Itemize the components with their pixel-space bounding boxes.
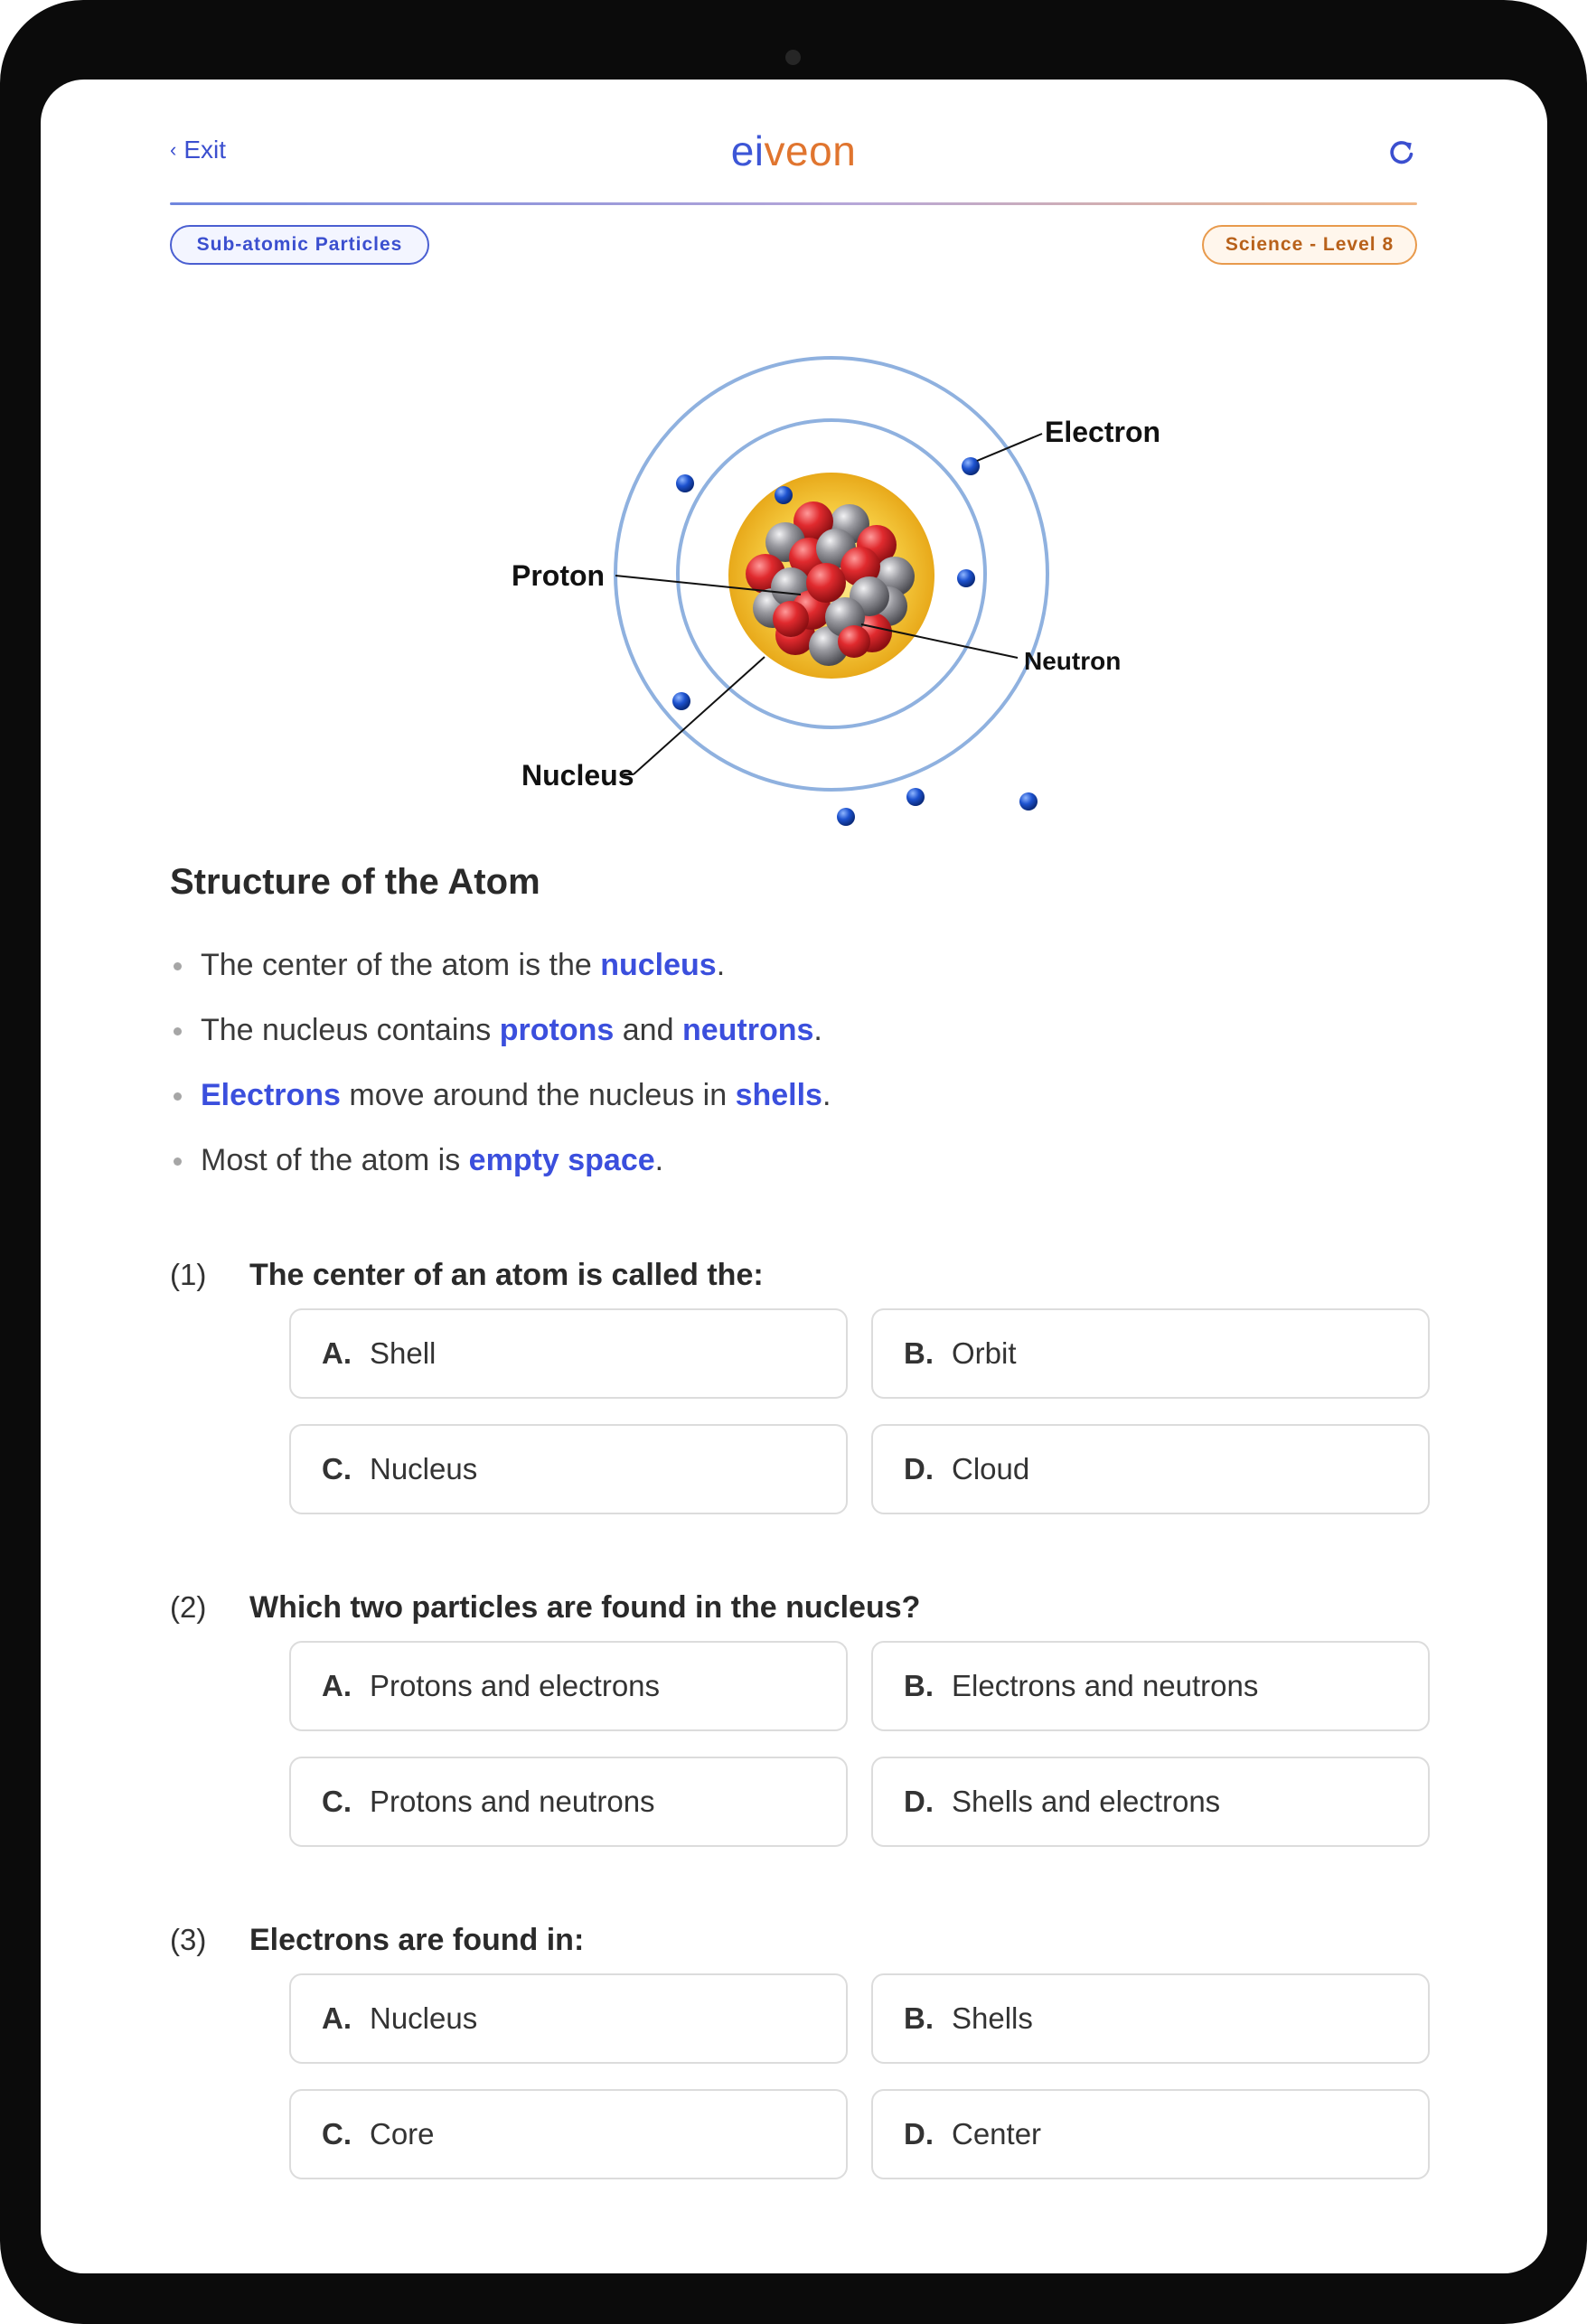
bullet-text: and [614, 1013, 682, 1047]
answer-option-d[interactable] [871, 1424, 1430, 1514]
question-text: Electrons are found in: [249, 1923, 585, 1957]
option-letter: A. [322, 2001, 352, 2035]
bullet-text: Most of the atom is [201, 1143, 469, 1177]
question-number: (3) [170, 1923, 207, 1956]
option-text: Nucleus [370, 2001, 478, 2035]
answer-option-a[interactable] [289, 1973, 848, 2064]
answer-option-a[interactable] [289, 1641, 848, 1731]
lesson-bullets [170, 940, 1417, 1200]
bullet-item [170, 1135, 1417, 1200]
header-divider [170, 202, 1417, 205]
option-letter: B. [904, 2001, 934, 2035]
answer-option-b[interactable] [871, 1641, 1430, 1731]
option-text: Electrons and neutrons [952, 1669, 1259, 1702]
question-number: (1) [170, 1258, 207, 1291]
bullet-text: move around the nucleus in [340, 1078, 736, 1112]
option-letter: A. [322, 1336, 352, 1370]
lesson-title: Structure of the Atom [170, 862, 540, 902]
question-number: (2) [170, 1590, 207, 1624]
bullet-text: . [813, 1013, 822, 1047]
exit-label: Exit [183, 136, 227, 164]
level-pill: Science - Level 8 [1202, 225, 1417, 265]
option-letter: B. [904, 1336, 934, 1370]
bullet-keyword: protons [499, 1013, 615, 1047]
refresh-button[interactable] [1386, 137, 1417, 168]
brand-logo-part3: eon [785, 127, 857, 174]
answer-option-c[interactable] [289, 1424, 848, 1514]
answer-option-b[interactable] [871, 1973, 1430, 2064]
topic-pill: Sub-atomic Particles [170, 225, 429, 265]
option-text: Nucleus [370, 1452, 478, 1485]
brand-logo-part2: v [764, 127, 786, 174]
brand-logo-part1: ei [730, 127, 765, 174]
option-letter: D. [904, 1785, 934, 1818]
option-text: Center [952, 2117, 1042, 2151]
bullet-keyword: shells [735, 1078, 822, 1112]
bullet-item [170, 1070, 1417, 1135]
option-letter: B. [904, 1669, 934, 1702]
option-text: Shells and electrons [952, 1785, 1221, 1818]
option-letter: C. [322, 1452, 352, 1485]
answer-option-b[interactable] [871, 1308, 1430, 1399]
option-text: Protons and electrons [370, 1669, 661, 1702]
chevron-left-icon: ‹ [170, 138, 177, 161]
option-letter: D. [904, 1452, 934, 1485]
option-text: Protons and neutrons [370, 1785, 655, 1818]
answer-option-c[interactable] [289, 2089, 848, 2179]
option-text: Cloud [952, 1452, 1030, 1485]
refresh-icon [1386, 137, 1417, 168]
bullet-item [170, 940, 1417, 1005]
neutron-label: Neutron [1024, 647, 1122, 675]
option-text: Orbit [952, 1336, 1017, 1370]
answer-option-a[interactable] [289, 1308, 848, 1399]
option-text: Shells [952, 2001, 1033, 2035]
option-letter: C. [322, 1785, 352, 1818]
option-letter: C. [322, 2117, 352, 2151]
bullet-keyword: empty space [468, 1143, 655, 1177]
option-letter: A. [322, 1669, 352, 1702]
option-letter: D. [904, 2117, 934, 2151]
bullet-text: The center of the atom is the [201, 948, 601, 982]
brand-logo [170, 127, 1417, 175]
app-screen [41, 80, 1547, 2273]
option-text: Shell [370, 1336, 437, 1370]
answer-option-d[interactable] [871, 2089, 1430, 2179]
bullet-item [170, 1005, 1417, 1070]
electron-label: Electron [1045, 416, 1161, 448]
bullet-keyword: Electrons [201, 1078, 341, 1112]
proton-label: Proton [512, 559, 606, 592]
bullet-text: . [716, 948, 726, 982]
option-text: Core [370, 2117, 435, 2151]
question-text: The center of an atom is called the: [249, 1258, 764, 1292]
nucleus-label: Nucleus [521, 759, 634, 792]
bullet-keyword: nucleus [600, 948, 717, 982]
bullet-text: The nucleus contains [201, 1013, 500, 1047]
question-text: Which two particles are found in the nucleus? [249, 1590, 921, 1625]
atom-diagram [497, 321, 1162, 829]
answer-option-d[interactable] [871, 1757, 1430, 1847]
camera-dot [785, 50, 801, 65]
bullet-text: . [654, 1143, 664, 1177]
answer-option-c[interactable] [289, 1757, 848, 1847]
bullet-text: . [822, 1078, 831, 1112]
bullet-keyword: neutrons [681, 1013, 814, 1047]
